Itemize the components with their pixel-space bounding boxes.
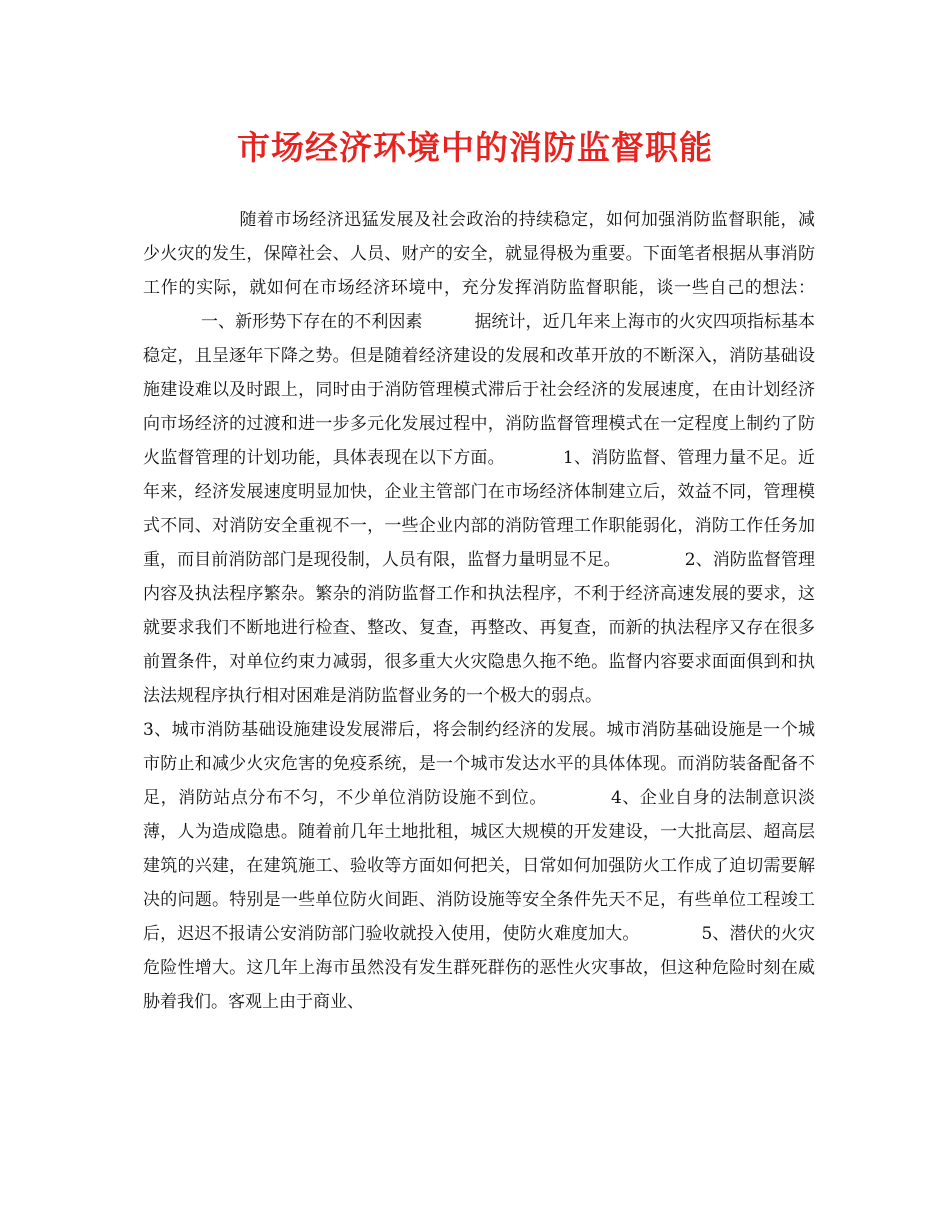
section1-intro: 据统计，近几年来上海市的火灾四项指标基本稳定，且呈逐年下降之势。但是随着经济建设的发展和改革开放的不断深入，消防基础设施建设难以及时跟上，同时由于消防管理模式滞后于社会经济的发展速度，在由计划经济向市场经济的过渡和进一步多元化发展过程中，消防监督管理模式在一定程度上制约了防火监督管理的计划功能，具体表现在以下方面。 [143, 312, 816, 468]
paragraph-2 [143, 713, 815, 1019]
item-3-text: 3、城市消防基础设施建设发展滞后，将会制约经济的发展。城市消防基础设施是一个城市防止和减少火灾危害的免疫系统，是一个城市发达水平的具体体现。而消防装备配备不足，消防站点分布不匀，不少单位消防设施不到位。 [143, 720, 815, 808]
intro-text: 随着市场经济迅猛发展及社会政治的持续稳定，如何加强消防监督职能，减少火灾的发生，保障社会、人员、财产的安全，就显得极为重要。下面笔者根据从事消防工作的实际，就如何在市场经济环境中，充分发挥消防监督职能，谈一些自己的想法： [143, 210, 815, 298]
item-2-text: 2、消防监督管理内容及执法程序繁杂。繁杂的消防监督工作和执法程序，不利于经济高速发展的要求，这就要求我们不断地进行检查、整改、复查，再整改、再复查，而新的执法程序又存在很多前置条件，对单位约束力减弱，很多重大火灾隐患久拖不绝。监督内容要求面面俱到和执法法规程序执行相对困难是消防监督业务的一个极大的弱点。 [143, 550, 816, 706]
document-body [143, 203, 815, 1019]
section1-heading: 一、新形势下存在的不利因素 [201, 312, 423, 332]
item-5-text: 5、潜伏的火灾危险性增大。这几年上海市虽然没有发生群死群伤的恶性火灾事故，但这种危险时刻在威胁着我们。客观上由于商业、 [143, 924, 815, 1012]
document-title: 市场经济环境中的消防监督职能 [237, 128, 713, 167]
paragraph-1 [143, 203, 815, 713]
item-4-text: 4、企业自身的法制意识淡薄，人为造成隐患。随着前几年土地批租，城区大规模的开发建设，一大批高层、超高层建筑的兴建，在建筑施工、验收等方面如何把关，日常如何加强防火工作成了迫切需要解决的问题。特别是一些单位防火间距、消防设施等安全条件先天不足，有些单位工程竣工后，迟迟不报请公安消防部门验收就投入使用，使防火难度加大。 [143, 788, 815, 944]
item-1-text: 1、消防监督、管理力量不足。近年来，经济发展速度明显加快，企业主管部门在市场经济体制建立后，效益不同，管理模式不同、对消防安全重视不一，一些企业内部的消防管理工作职能弱化，消防工作任务加重，而目前消防部门是现役制，人员有限，监督力量明显不足。 [143, 448, 815, 570]
